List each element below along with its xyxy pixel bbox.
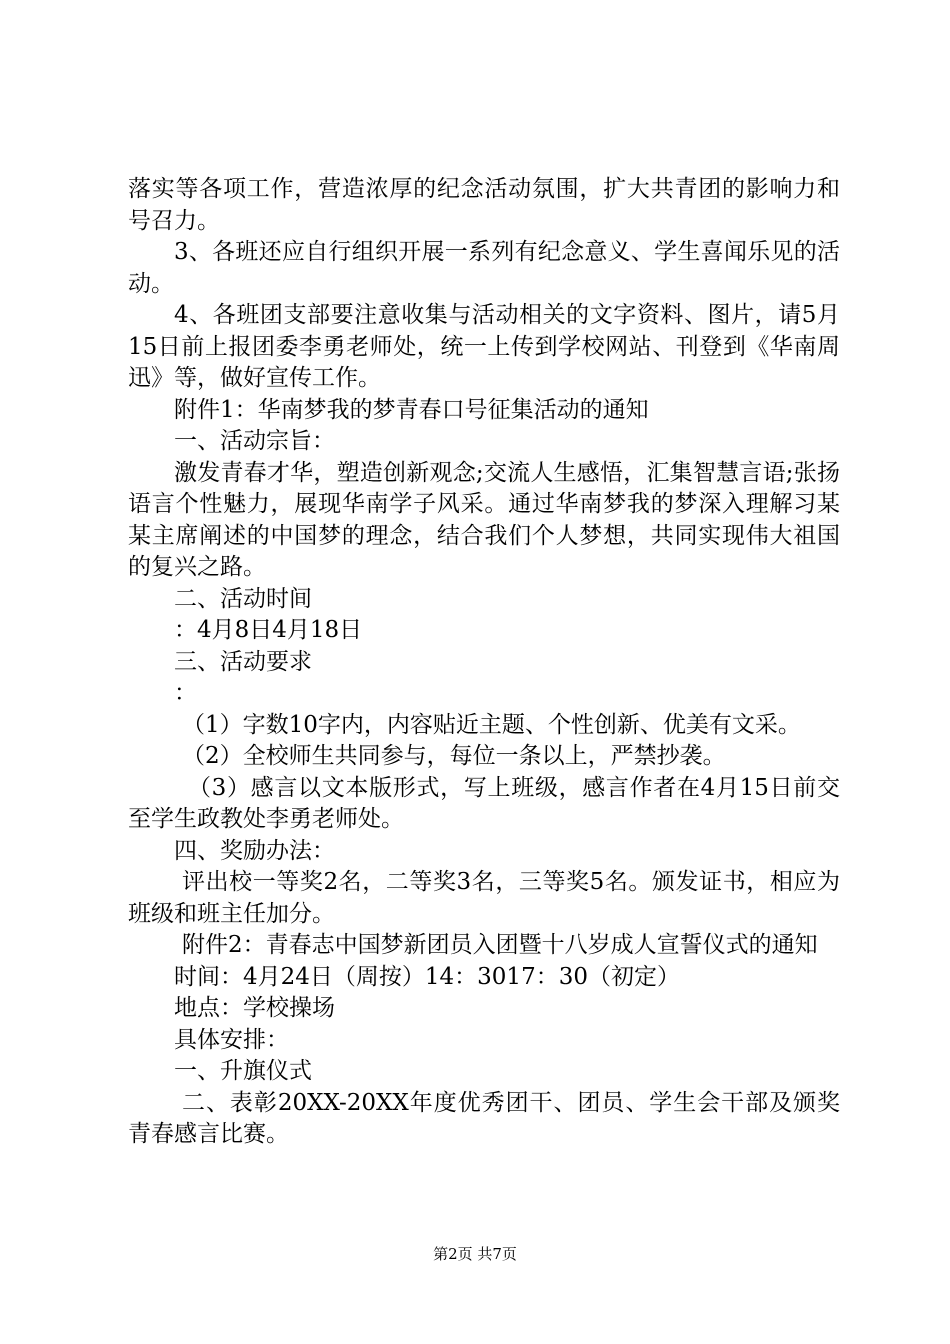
attachment-2-heading: 附件2：青春志中国梦新团员入团暨十八岁成人宣誓仪式的通知 <box>182 932 818 958</box>
requirement-item-3: （3）感言以文本版形式，写上班级，感言作者在4月15日前交至学生政教处李勇老师处。 <box>128 774 840 832</box>
page-number-footer: 第2页 共7页 <box>433 1245 517 1263</box>
section-reward-heading: 四、奖励办法： <box>174 837 335 864</box>
section-requirements-heading: 三、活动要求 <box>174 648 312 675</box>
ceremony-time: 时间：4月24日（周按）14：3017：30（初定） <box>174 963 680 990</box>
section-requirements-colon: ： <box>174 680 197 706</box>
paragraph-item-4: 4、各班团支部要注意收集与活动相关的文字资料、图片，请5月15日前上报团委李勇老师处，统一上传到学校网站、刊登到《华南周迅》等，做好宣传工作。 <box>128 302 840 391</box>
section-time-heading: 二、活动时间 <box>174 585 312 612</box>
arrangement-item-2: 二、表彰20XX-20XX年度优秀团干、团员、学生会干部及颁奖青春感言比赛。 <box>128 1089 840 1147</box>
requirement-item-2: （2）全校师生共同参与，每位一条以上，严禁抄袭。 <box>182 743 726 769</box>
requirement-item-1: （1）字数10字内，内容贴近主题、个性创新、优美有文采。 <box>182 711 801 738</box>
document-body <box>128 174 840 1151</box>
ceremony-location: 地点：学校操场 <box>174 995 335 1021</box>
ceremony-arrangement-heading: 具体安排： <box>174 1026 289 1053</box>
paragraph-item-3: 3、各班还应自行组织开展一系列有纪念意义、学生喜闻乐见的活动。 <box>128 239 840 297</box>
section-purpose-heading: 一、活动宗旨： <box>174 428 335 454</box>
paragraph-continuation: 落实等各项工作，营造浓厚的纪念活动氛围，扩大共青团的影响力和号召力。 <box>128 176 840 234</box>
section-reward-body: 评出校一等奖2名，二等奖3名，三等奖5名。颁发证书，相应为班级和班主任加分。 <box>128 869 840 927</box>
section-time-body: ：4月8日4月18日 <box>174 617 363 643</box>
section-purpose-body: 激发青春才华，塑造创新观念;交流人生感悟，汇集智慧言语;张扬语言个性魅力，展现华南学子风采。通过华南梦我的梦深入理解习某某主席阐述的中国梦的理念，结合我们个人梦想，共同实现伟大祖国的复兴之路。 <box>128 459 840 580</box>
arrangement-item-1: 一、升旗仪式 <box>174 1058 312 1084</box>
attachment-1-heading: 附件1：华南梦我的梦青春口号征集活动的通知 <box>174 396 649 423</box>
